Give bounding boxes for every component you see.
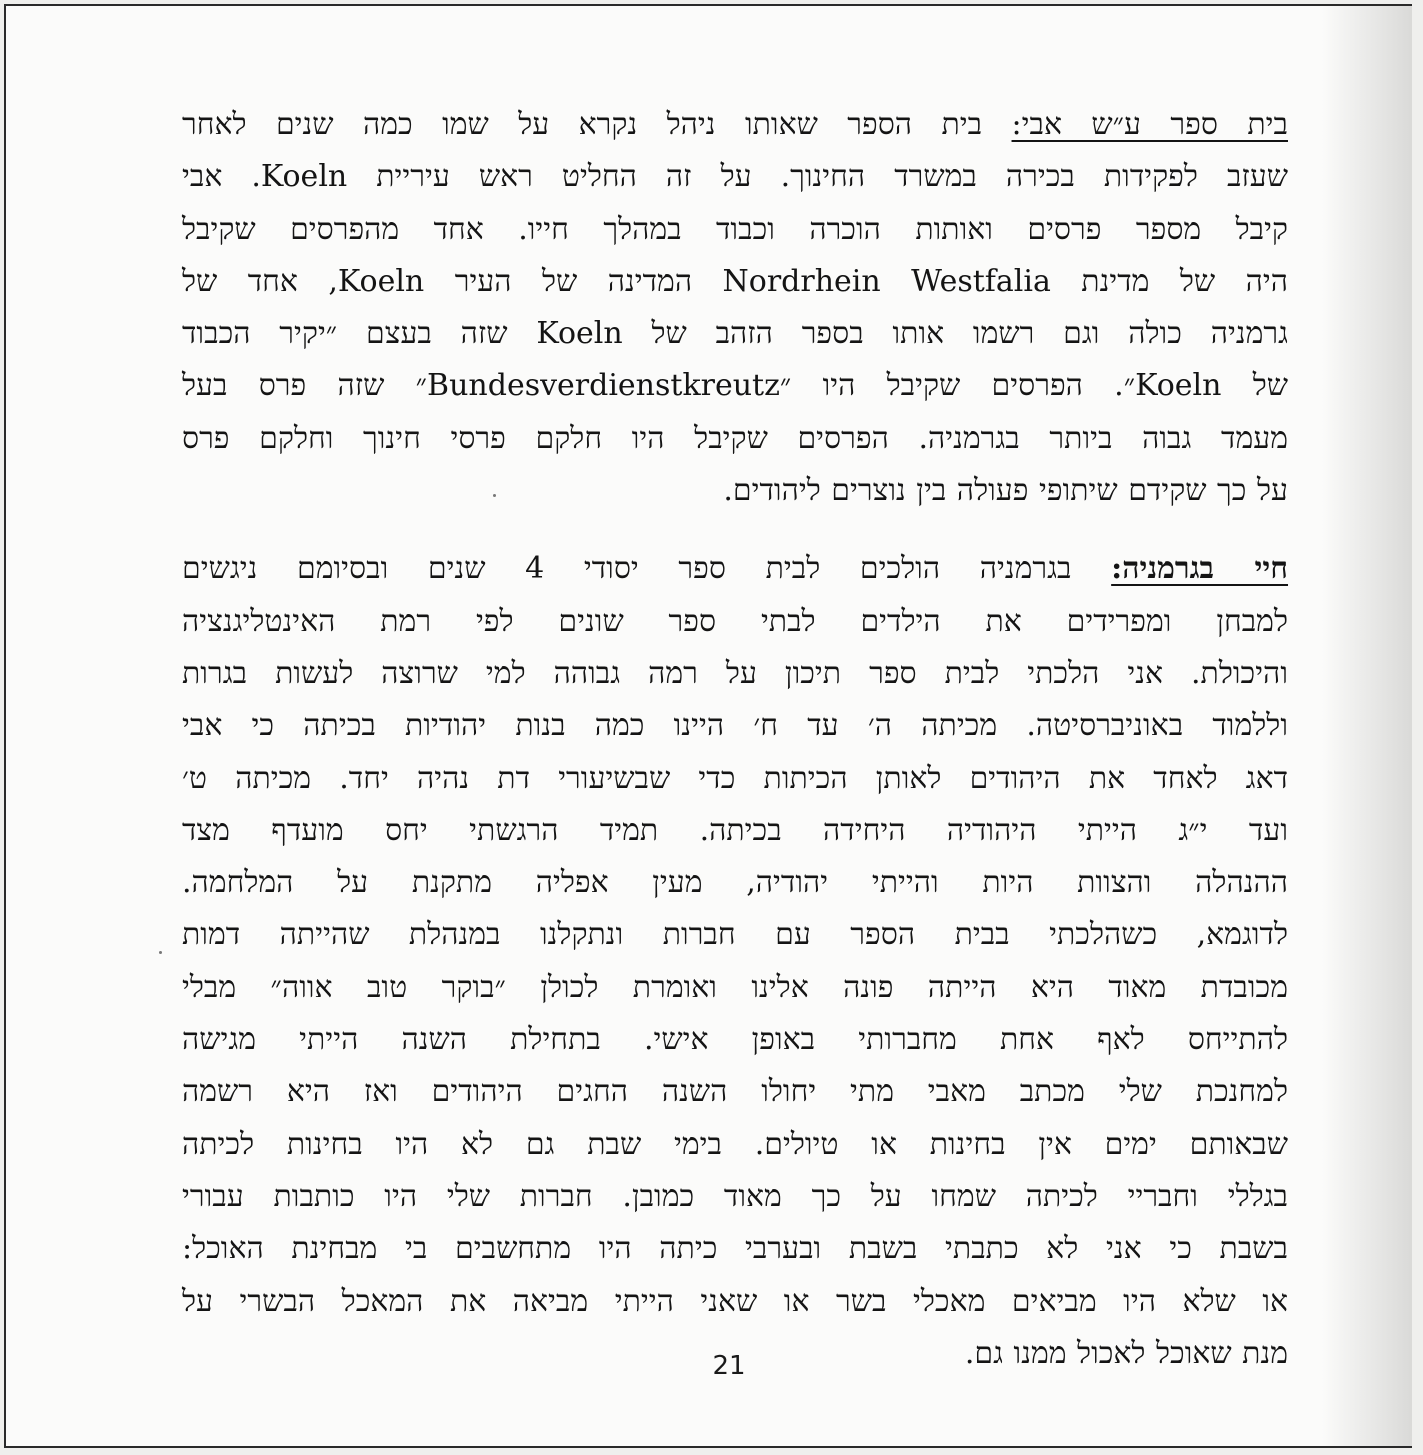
text-line: בגללי וחבריי לכיתה שמחו על כך מאוד כמובן. חברות שלי היו כותבות עבורי: [182, 1178, 1288, 1214]
text-line: להתייחס לאף אחת מחברותי באופן אישי. בתחילת השנה הייתי מגישה: [182, 1022, 1288, 1058]
paragraph-heading: בית ספר ע״ש אבי:: [1011, 107, 1288, 142]
text-line: של Koeln״. הפרסים שקיבל היו ״Bundesverdienstkreutz״ שזה פרס בעל: [182, 368, 1289, 404]
text-line: שבאותם ימים אין בחינות או טיולים. בימי שבת גם לא היו בחינות לכיתה: [182, 1126, 1288, 1162]
text-line: שעזב לפקידות בכירה במשרד החינוך. על זה החליט ראש עיריית Koeln. אבי: [182, 159, 1288, 195]
text-line: היה של מדינת Nordrhein Westfalia המדינה של העיר Koeln, אחד של: [182, 263, 1288, 299]
text-line: והיכולת. אני הלכתי לבית ספר תיכון על רמה גבוהה למי שרוצה לעשות בגרות: [182, 655, 1288, 691]
text-line-content: בגרמניה הולכים לבית ספר יסודי 4 שנים ובסיומם ניגשים: [182, 551, 1112, 587]
text-line: [182, 543, 1288, 595]
paragraph-life-in-germany: [182, 543, 1288, 1380]
text-line: בשבת כי אני לא כתבתי בשבת ובערבי כיתה היו מתחשבים בי מבחינת האוכל:: [182, 1231, 1288, 1267]
text-line: דאג לאחד את היהודים לאותן הכיתות כדי שבשיעורי דת נהיה יחד. מכיתה ט׳: [182, 760, 1288, 796]
text-line: קיבל מספר פרסים ואותות הוכרה וכבוד במהלך חייו. אחד מהפרסים שקיבל: [182, 211, 1288, 247]
text-line: וללמוד באוניברסיטה. מכיתה ה׳ עד ח׳ היינו כמה בנות יהודיות בכיתה כי אבי: [182, 708, 1288, 744]
text-line: למבחן ומפרידים את הילדים לבתי ספר שונים לפי רמת האינטליגנציה: [182, 603, 1288, 639]
document-page: [4, 4, 1412, 1448]
text-line: ההנהלה והצוות היות והייתי יהודיה, מעין אפליה מתקנת על המלחמה.: [182, 865, 1288, 901]
text-line: [182, 99, 1288, 151]
text-line: או שלא היו מביאים מאכלי בשר או שאני הייתי מביאה את המאכל הבשרי על: [182, 1283, 1288, 1319]
text-line: מעמד גבוה ביותר בגרמניה. הפרסים שקיבל היו חלקם פרסי חינוך וחלקם פרס: [182, 420, 1288, 456]
page-number: 21: [712, 1351, 746, 1381]
text-line: מכובדת מאוד היא הייתה פונה אלינו ואומרת לכולן ״בוקר טוב אווה״ מבלי: [182, 969, 1288, 1005]
paragraph-father-school: [182, 99, 1288, 517]
scan-speck: [493, 494, 496, 497]
paragraph-heading: חיי בגרמניה:: [1111, 551, 1289, 587]
text-line: על כך שקידם שיתופי פעולה בין נוצרים ליהודים.: [723, 473, 1288, 509]
text-line: גרמניה כולה וגם רשמו אותו בספר הזהב של Koeln שזה בעצם ״יקיר הכבוד: [182, 316, 1288, 352]
text-line-content: בית הספר שאותו ניהל נקרא על שמו כמה שנים לאחר: [182, 107, 1012, 142]
text-line: ועד י״ג הייתי היהודיה היחידה בכיתה. תמיד הרגשתי יחס מועדף מצד: [182, 812, 1288, 848]
text-line: לדוגמא, כשהלכתי בבית הספר עם חברות ונתקלנו במנהלת שהייתה דמות: [182, 917, 1288, 953]
scan-speck: [159, 951, 162, 954]
body-text: [182, 99, 1288, 1380]
scan-binding-shadow: [1322, 6, 1412, 1446]
text-line: מנת שאוכל לאכול ממנו גם.: [964, 1335, 1288, 1371]
text-line: למחנכת שלי מכתב מאבי מתי יחולו השנה החגים היהודים ואז היא רשמה: [182, 1074, 1288, 1110]
